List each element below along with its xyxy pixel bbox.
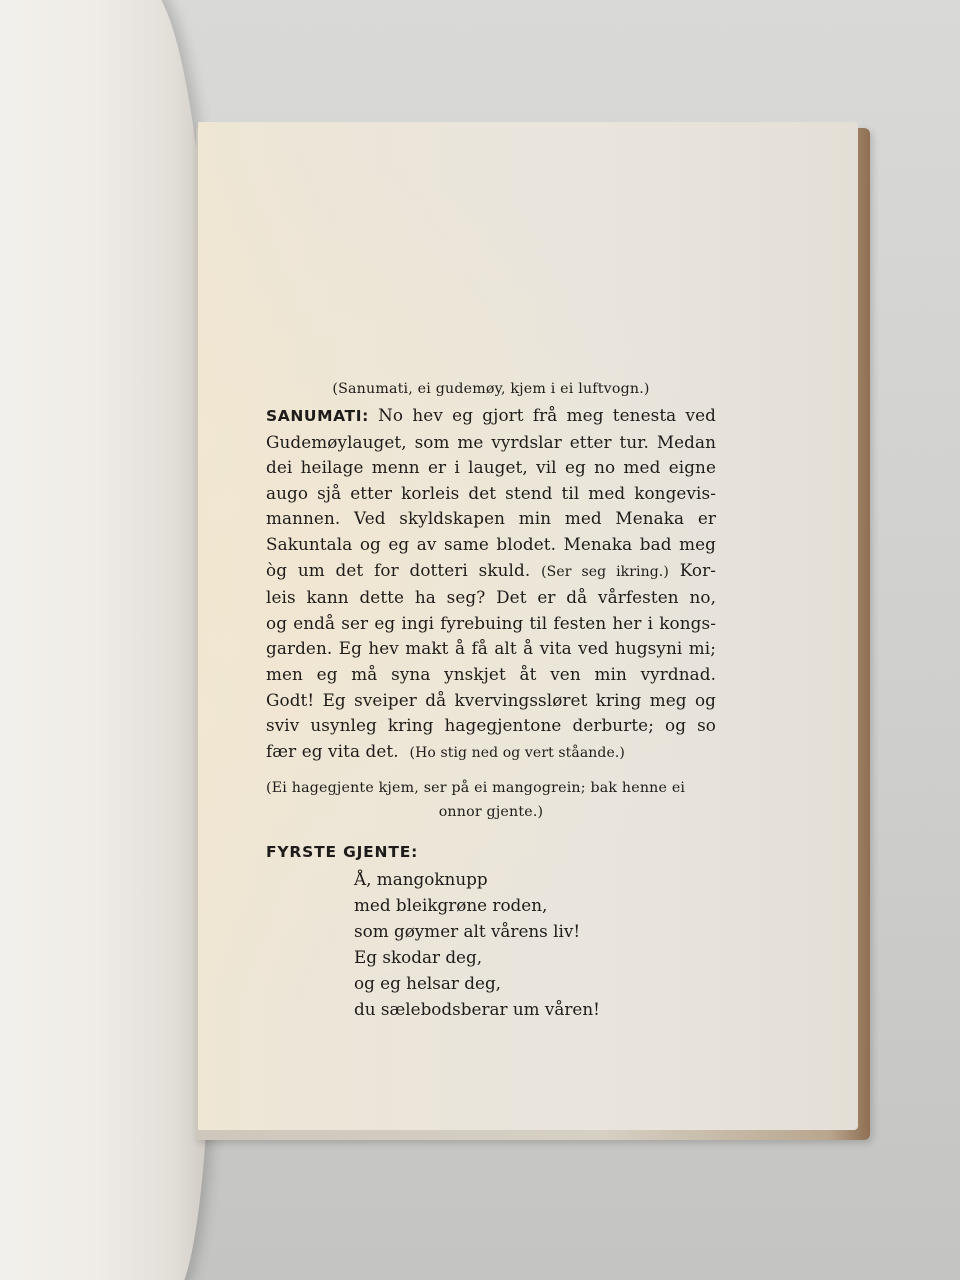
speech-line: sviv usynleg kring hagegjentone derburte; og so <box>266 715 716 736</box>
speech-line: Godt! Eg sveiper då kvervingssløret kring meg og <box>266 689 716 710</box>
verse-line: Å, mangoknupp <box>354 869 488 890</box>
left-facing-page <box>0 0 210 1280</box>
verse-line: som gøymer alt vårens liv! <box>354 921 581 942</box>
stage-line: (Ei hagegjente kjem, ser på ei mangogrein; bak henne ei <box>266 780 686 797</box>
speaker-name: SANUMATI: <box>266 407 369 425</box>
verse-block <box>354 866 716 1022</box>
speech-line: mannen. Ved skyldskapen min med Menaka er <box>266 508 716 529</box>
book-page <box>198 122 858 1130</box>
page-text-block <box>266 377 716 1022</box>
speech-line: SANUMATI: No hev eg gjort frå meg tenesta ved <box>266 405 716 425</box>
speech-line: leis kann dette ha seg? Det er då vårfesten no, <box>266 587 716 608</box>
stage-line: onnor gjente.) <box>438 804 544 821</box>
speech-line: og endå ser eg ingi fyrebuing til festen her i kongs- <box>266 612 716 633</box>
speech-line: òg um det for dotteri skuld. (Ser seg ikring.) Kor- <box>266 559 717 580</box>
speech-line: augo sjå etter korleis det stend til med kongevis- <box>266 482 716 503</box>
verse-line: du sælebodsberar um våren! <box>354 999 600 1020</box>
verse-line: Eg skodar deg, <box>354 947 483 968</box>
inline-stage-direction: (Ser seg ikring.) <box>541 563 669 580</box>
speech-sanumati <box>266 403 716 766</box>
speech-line: garden. Eg hev makt å få alt å vita ved hugsyni mi; <box>266 638 716 659</box>
inline-stage-direction: (Ho stig ned og vert ståande.) <box>409 744 625 761</box>
speaker-name: FYRSTE GJENTE: <box>266 843 419 862</box>
speech-line: dei heilage menn er i lauget, vil eg no med eigne <box>266 457 716 478</box>
speech-line: Gudemøylauget, som me vyrdslar etter tur. Medan <box>266 431 716 452</box>
stage-direction-2 <box>266 776 716 824</box>
speech-line: fær eg vita det. (Ho stig ned og vert ståande.) <box>266 740 625 761</box>
speech-line: Sakuntala og eg av same blodet. Menaka bad meg <box>266 533 716 554</box>
speech-line: men eg må syna ynskjet åt ven min vyrdnad. <box>266 663 716 684</box>
stage-direction: (Sanumati, ei gudemøy, kjem i ei luftvogn.) <box>332 381 650 397</box>
verse-line: med bleikgrøne roden, <box>354 895 548 916</box>
verse-line: og eg helsar deg, <box>354 973 502 994</box>
